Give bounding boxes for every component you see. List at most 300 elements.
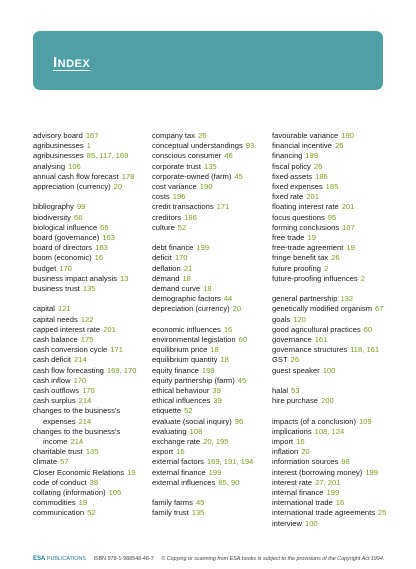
index-term: annual cash flow forecast (33, 171, 119, 181)
index-group-gap (152, 488, 266, 498)
index-entry (272, 386, 387, 396)
index-term: import (272, 437, 294, 447)
index-term: income (43, 437, 68, 447)
index-term: hire purchase (272, 396, 319, 406)
index-entry (152, 253, 266, 263)
index-term: bibliography (33, 202, 74, 212)
index-page-ref: 19 (78, 498, 88, 508)
index-page-ref: 16 (296, 437, 305, 447)
index-entry (33, 366, 145, 376)
index-term: corporate trust (152, 161, 201, 171)
index-term: business trust (33, 284, 80, 294)
index-term: interview (272, 518, 302, 528)
index-page-ref: 201 (306, 192, 319, 202)
index-entry (33, 151, 145, 161)
index-header-banner (33, 31, 383, 90)
index-term: demographic factors (152, 294, 221, 304)
index-term: advisory board (33, 131, 83, 140)
index-page-ref: 46 (224, 151, 233, 161)
index-entry (152, 192, 266, 202)
index-term: capital (33, 304, 55, 314)
index-term: governance (272, 335, 312, 345)
index-page-ref: 18 (210, 345, 219, 355)
index-entry (33, 162, 145, 172)
index-page-ref: 201 (341, 202, 355, 212)
index-term: demand (152, 273, 180, 283)
index-page-ref: 18 (182, 273, 191, 283)
index-entry (152, 284, 266, 294)
index-term: business impact analysis (33, 273, 117, 283)
index-term: agribusinesses (33, 141, 84, 151)
index-entry (33, 213, 145, 223)
index-term: equilibrium price (152, 345, 208, 355)
index-page-ref: 57 (60, 457, 69, 467)
index-page-ref: 99 (76, 202, 86, 212)
index-entry (152, 294, 266, 304)
index-entry (152, 396, 266, 406)
index-entry (272, 478, 387, 488)
index-entry (272, 345, 387, 355)
index-entry (272, 457, 387, 467)
index-term: interest rate (272, 477, 313, 487)
index-page-ref: 186 (184, 212, 197, 222)
index-term: etiquette (152, 406, 182, 416)
index-page-ref: 16 (223, 324, 233, 334)
index-page-ref: 45 (234, 171, 243, 181)
index-page-ref: 19 (346, 243, 355, 253)
index-entry (272, 162, 387, 172)
index-entry (152, 508, 266, 518)
index-page-ref: 52 (177, 222, 187, 232)
index-page-ref: 20, 195 (203, 437, 229, 447)
index-page-ref: 170 (174, 253, 188, 263)
index-entry (272, 396, 387, 406)
index-entry (33, 202, 145, 212)
index-entry (33, 468, 145, 478)
index-entry (272, 427, 387, 437)
index-entry (33, 182, 145, 192)
index-term: commodities (33, 498, 76, 508)
index-page-ref: 199 (208, 467, 222, 477)
index-entry (33, 253, 145, 263)
index-term: GST (272, 355, 288, 365)
index-entry (272, 488, 387, 498)
index-term: environmental legislation (152, 335, 236, 345)
index-page-ref: 26 (334, 141, 344, 151)
index-entry (33, 355, 145, 365)
index-term: guest speaker (272, 365, 320, 375)
index-page-ref: 85, 117, 169 (86, 151, 129, 161)
index-entry (272, 437, 387, 447)
publisher-name: PUBLICATIONS (46, 556, 86, 562)
index-term: agribusinesses (33, 151, 84, 161)
index-page-ref: 18 (220, 355, 229, 365)
index-term: external factors (152, 457, 204, 467)
index-term: capped interest rate (33, 324, 101, 334)
index-entry (272, 151, 387, 161)
index-term: analysing (33, 161, 66, 171)
index-page-ref: 200 (321, 396, 334, 406)
index-page-ref: 175 (80, 335, 94, 345)
page-footer (33, 556, 384, 562)
index-term: equilibrium quantity (152, 355, 218, 365)
index-entry (152, 131, 266, 141)
index-page-ref: 120 (293, 314, 306, 324)
index-entry (152, 468, 266, 478)
index-term: floating interest rate (272, 202, 339, 212)
index-term: changes to the business's (33, 406, 121, 416)
index-term: economic influences (152, 324, 221, 334)
index-entry (152, 355, 266, 365)
index-page-ref: 170 (59, 263, 72, 273)
index-entry (152, 202, 266, 212)
index-entry (152, 437, 266, 447)
index-page-ref: 190 (341, 131, 354, 140)
index-entry (152, 386, 266, 396)
index-entry (152, 366, 266, 376)
index-term: fixed expenses (272, 182, 323, 192)
index-page-ref: 171 (110, 345, 123, 355)
index-entry (272, 253, 387, 263)
index-page-ref: 199 (201, 365, 215, 375)
index-entry (152, 223, 266, 233)
index-entry (272, 172, 387, 182)
index-page-ref: 39 (213, 396, 222, 406)
index-term: evaluate (social inquiry) (152, 416, 232, 426)
index-page-ref: 214 (78, 396, 92, 406)
index-page-ref: 214 (74, 355, 87, 365)
index-term: board of directors (33, 243, 93, 253)
index-page-ref: 18 (203, 284, 212, 294)
index-term: credit transactions (152, 202, 214, 212)
index-entry (272, 468, 387, 478)
index-entry (272, 213, 387, 223)
index-page-ref: 67 (375, 304, 384, 314)
index-page-ref: 52 (87, 508, 96, 518)
index-page-ref: 108 (189, 426, 203, 436)
index-term: deflation (152, 263, 181, 273)
index-page-ref: 13 (120, 273, 129, 283)
index-entry (272, 366, 387, 376)
index-term: fringe benefit tax (272, 253, 329, 263)
index-page-ref: 16 (176, 447, 185, 457)
index-page-ref: 20 (301, 447, 310, 457)
index-page-ref: 19 (127, 467, 136, 477)
index-term: code of conduct (33, 477, 87, 487)
index-term: ethical behaviour (152, 386, 210, 396)
index-entry (152, 376, 266, 386)
index-entry (272, 447, 387, 457)
index-entry (33, 396, 145, 406)
index-term: conceptual understandings (152, 141, 243, 151)
index-entry (272, 498, 387, 508)
index-entry (152, 243, 266, 253)
index-entry (33, 233, 145, 243)
index-entry (152, 264, 266, 274)
index-entry (33, 172, 145, 182)
index-entry (33, 417, 145, 427)
index-page-ref: 95 (327, 212, 337, 222)
index-page-ref: 39 (89, 477, 99, 487)
index-term: equity finance (152, 365, 199, 375)
index-page-ref: 201 (103, 324, 116, 334)
index-entry (272, 274, 387, 284)
index-term: biodiversity (33, 212, 71, 222)
index-entry (152, 141, 266, 151)
index-entry (272, 417, 387, 427)
index-term: cash balance (33, 335, 78, 345)
index-page-ref: 185 (325, 182, 339, 192)
index-column-3 (272, 131, 387, 529)
index-page-ref: 163 (102, 233, 115, 243)
index-page-ref: 39 (212, 386, 221, 396)
index-entry (272, 335, 387, 345)
index-term: future proofing (272, 263, 321, 273)
index-entry (152, 447, 266, 457)
index-page-ref: 214 (70, 437, 84, 447)
isbn-text: ISBN 978-1-988548-48-7 (93, 556, 154, 562)
index-page-ref: 93 (245, 141, 255, 151)
index-entry (272, 202, 387, 212)
index-term: corporate-owned (farm) (152, 171, 232, 181)
index-page-ref: 26 (331, 253, 340, 263)
index-term: collating (information) (33, 488, 106, 498)
index-page-ref: 27, 201 (315, 477, 341, 487)
index-page-ref: 190 (199, 182, 213, 192)
index-entry (152, 427, 266, 437)
index-page-ref: 135 (203, 161, 217, 171)
index-column-2 (152, 131, 266, 519)
index-entry (152, 274, 266, 284)
index-page-ref: 199 (305, 151, 319, 161)
index-term: cost variance (152, 182, 197, 192)
index-entry (272, 315, 387, 325)
index-page-ref: 186 (315, 171, 328, 181)
index-term: free-trade agreement (272, 243, 344, 253)
index-term: information sources (272, 457, 339, 467)
index-entry (33, 284, 145, 294)
index-term: family farms (152, 498, 193, 508)
index-page-ref: 21 (183, 263, 193, 273)
index-page-ref: 60 (238, 335, 248, 345)
index-term: good agricultural practices (272, 324, 361, 334)
index-term: charitable trust (33, 447, 83, 457)
index-page-ref: 169, 191, 194 (206, 457, 254, 467)
index-entry (152, 213, 266, 223)
index-term: climate (33, 457, 58, 467)
index-term: cash inflow (33, 375, 71, 385)
index-term: Closer Economic Relations (33, 467, 125, 477)
index-term: goals (272, 314, 291, 324)
index-entry (272, 294, 387, 304)
index-group-gap (272, 376, 387, 386)
index-page-ref: 53 (291, 386, 300, 396)
index-term: equity partnership (farm) (152, 375, 235, 385)
index-entry (33, 376, 145, 386)
index-term: debt finance (152, 243, 194, 253)
index-entry (33, 335, 145, 345)
index-term: board (governance) (33, 233, 100, 243)
index-page-ref: 2 (323, 263, 329, 273)
index-page-ref: 178 (121, 171, 135, 181)
index-term: cash outflows (33, 386, 80, 396)
index-page-ref: 100 (304, 518, 318, 528)
index-group-gap (33, 294, 145, 304)
index-page-ref: 26 (290, 355, 300, 365)
index-page-ref: 25 (378, 508, 387, 518)
index-page-ref: 122 (80, 314, 94, 324)
index-page-ref: 170 (73, 375, 87, 385)
index-page-ref: 169, 170 (106, 365, 137, 375)
index-entry (152, 304, 266, 314)
index-entry (152, 182, 266, 192)
index-term: fixed assets (272, 171, 313, 181)
index-term: culture (152, 222, 175, 232)
index-entry (33, 437, 145, 447)
index-term: cash deficit (33, 355, 71, 365)
index-page-ref: 107 (342, 222, 355, 232)
index-page-ref: 66 (100, 222, 109, 232)
index-entry (33, 406, 145, 416)
index-term: budget (33, 263, 57, 273)
index-entry (272, 141, 387, 151)
index-entry (272, 192, 387, 202)
index-page-ref: 108, 124 (314, 426, 345, 436)
index-term: cash flow forecasting (33, 365, 104, 375)
index-term: fixed rate (272, 192, 304, 202)
index-page-ref: 52 (184, 406, 193, 416)
index-term: financing (272, 151, 303, 161)
index-page-ref: 44 (223, 294, 233, 304)
index-term: company tax (152, 131, 196, 140)
index-entry (33, 488, 145, 498)
index-entry (33, 304, 145, 314)
index-entry (272, 233, 387, 243)
index-group-gap (33, 192, 145, 202)
index-page-ref: 171 (216, 202, 230, 212)
index-term: biological influence (33, 222, 98, 232)
index-term: forming conclusions (272, 222, 340, 232)
index-page-ref: 26 (198, 131, 207, 140)
index-term: international trade (272, 498, 333, 508)
index-page-ref: 170 (82, 386, 95, 396)
index-group-gap (152, 233, 266, 243)
index-entry (33, 427, 145, 437)
index-page-ref: 132 (340, 294, 354, 304)
index-page-ref: 109 (359, 416, 372, 426)
index-page-ref: 106 (68, 161, 81, 171)
index-page-ref: 214 (78, 416, 92, 426)
index-term: general partnership (272, 294, 338, 304)
index-entry (33, 315, 145, 325)
index-term: impacts (of a conclusion) (272, 416, 356, 426)
index-entry (152, 162, 266, 172)
index-page-ref: 196 (172, 192, 186, 202)
index-term: inflation (272, 447, 299, 457)
index-term: halal (272, 386, 289, 396)
index-term: communication (33, 508, 85, 518)
index-page-ref: 118, 161 (350, 345, 380, 355)
index-term: financial incentive (272, 141, 332, 151)
index-group-gap (272, 406, 387, 416)
index-term: ethical influences (152, 396, 211, 406)
index-page-ref: 199 (196, 243, 210, 253)
index-entry (33, 478, 145, 488)
index-entry (152, 406, 266, 416)
index-page-ref: 16 (94, 253, 104, 263)
index-entry (152, 498, 266, 508)
index-page-ref: 20 (113, 182, 123, 192)
index-entry (272, 264, 387, 274)
index-page-ref: 2 (360, 273, 365, 283)
index-entry (33, 274, 145, 284)
index-entry (33, 345, 145, 355)
index-term: implications (272, 426, 312, 436)
index-term: cash surplus (33, 396, 76, 406)
index-page-ref: 66 (73, 212, 83, 222)
index-term: international trade agreements (272, 508, 376, 518)
index-entry (33, 386, 145, 396)
index-page-ref: 60 (363, 324, 373, 334)
index-term: costs (152, 192, 170, 202)
copyright-text: © Copying or scanning from ESA books is subject to the provisions of the Copyright Act 1994. (161, 556, 385, 562)
index-page-ref: 135 (191, 508, 205, 518)
index-entry (272, 243, 387, 253)
index-page-ref: 135 (82, 284, 96, 294)
index-page-ref: 16 (335, 498, 345, 508)
index-page-ref: 135 (85, 447, 99, 457)
index-entry (33, 508, 145, 518)
index-entry (272, 355, 387, 365)
index-page-ref: 85, 90 (218, 477, 240, 487)
index-entry (152, 457, 266, 467)
index-entry (152, 325, 266, 335)
index-entry (272, 519, 387, 529)
index-entry (33, 264, 145, 274)
index-page-ref: 199 (365, 467, 378, 477)
index-page-ref: 45 (195, 498, 205, 508)
index-entry (272, 508, 387, 518)
index-entry (272, 304, 387, 314)
index-entry (272, 223, 387, 233)
index-term: future-proofing influences (272, 273, 358, 283)
index-page-ref: 167 (85, 131, 99, 140)
index-group-gap (152, 315, 266, 325)
index-term: changes to the business's (33, 426, 121, 436)
index-term: exchange rate (152, 437, 201, 447)
index-entry (152, 478, 266, 488)
index-entry (152, 345, 266, 355)
index-page-ref: 105 (108, 488, 122, 498)
index-entry (152, 335, 266, 345)
index-term: governance structures (272, 345, 348, 355)
index-entry (152, 151, 266, 161)
index-term: appreciation (currency) (33, 182, 111, 192)
index-term: interest (borrowing money) (272, 467, 363, 477)
index-entry (152, 417, 266, 427)
index-term: fiscal policy (272, 161, 311, 171)
index-page-ref: 98 (341, 457, 350, 467)
index-term: demand curve (152, 284, 201, 294)
index-entry (272, 325, 387, 335)
index-entry (152, 172, 266, 182)
index-term: free trade (272, 233, 305, 243)
index-term: focus questions (272, 212, 325, 222)
index-entry (33, 457, 145, 467)
index-column-1 (33, 131, 145, 519)
index-page-ref: 121 (57, 304, 71, 314)
index-term: deficit (152, 253, 172, 263)
